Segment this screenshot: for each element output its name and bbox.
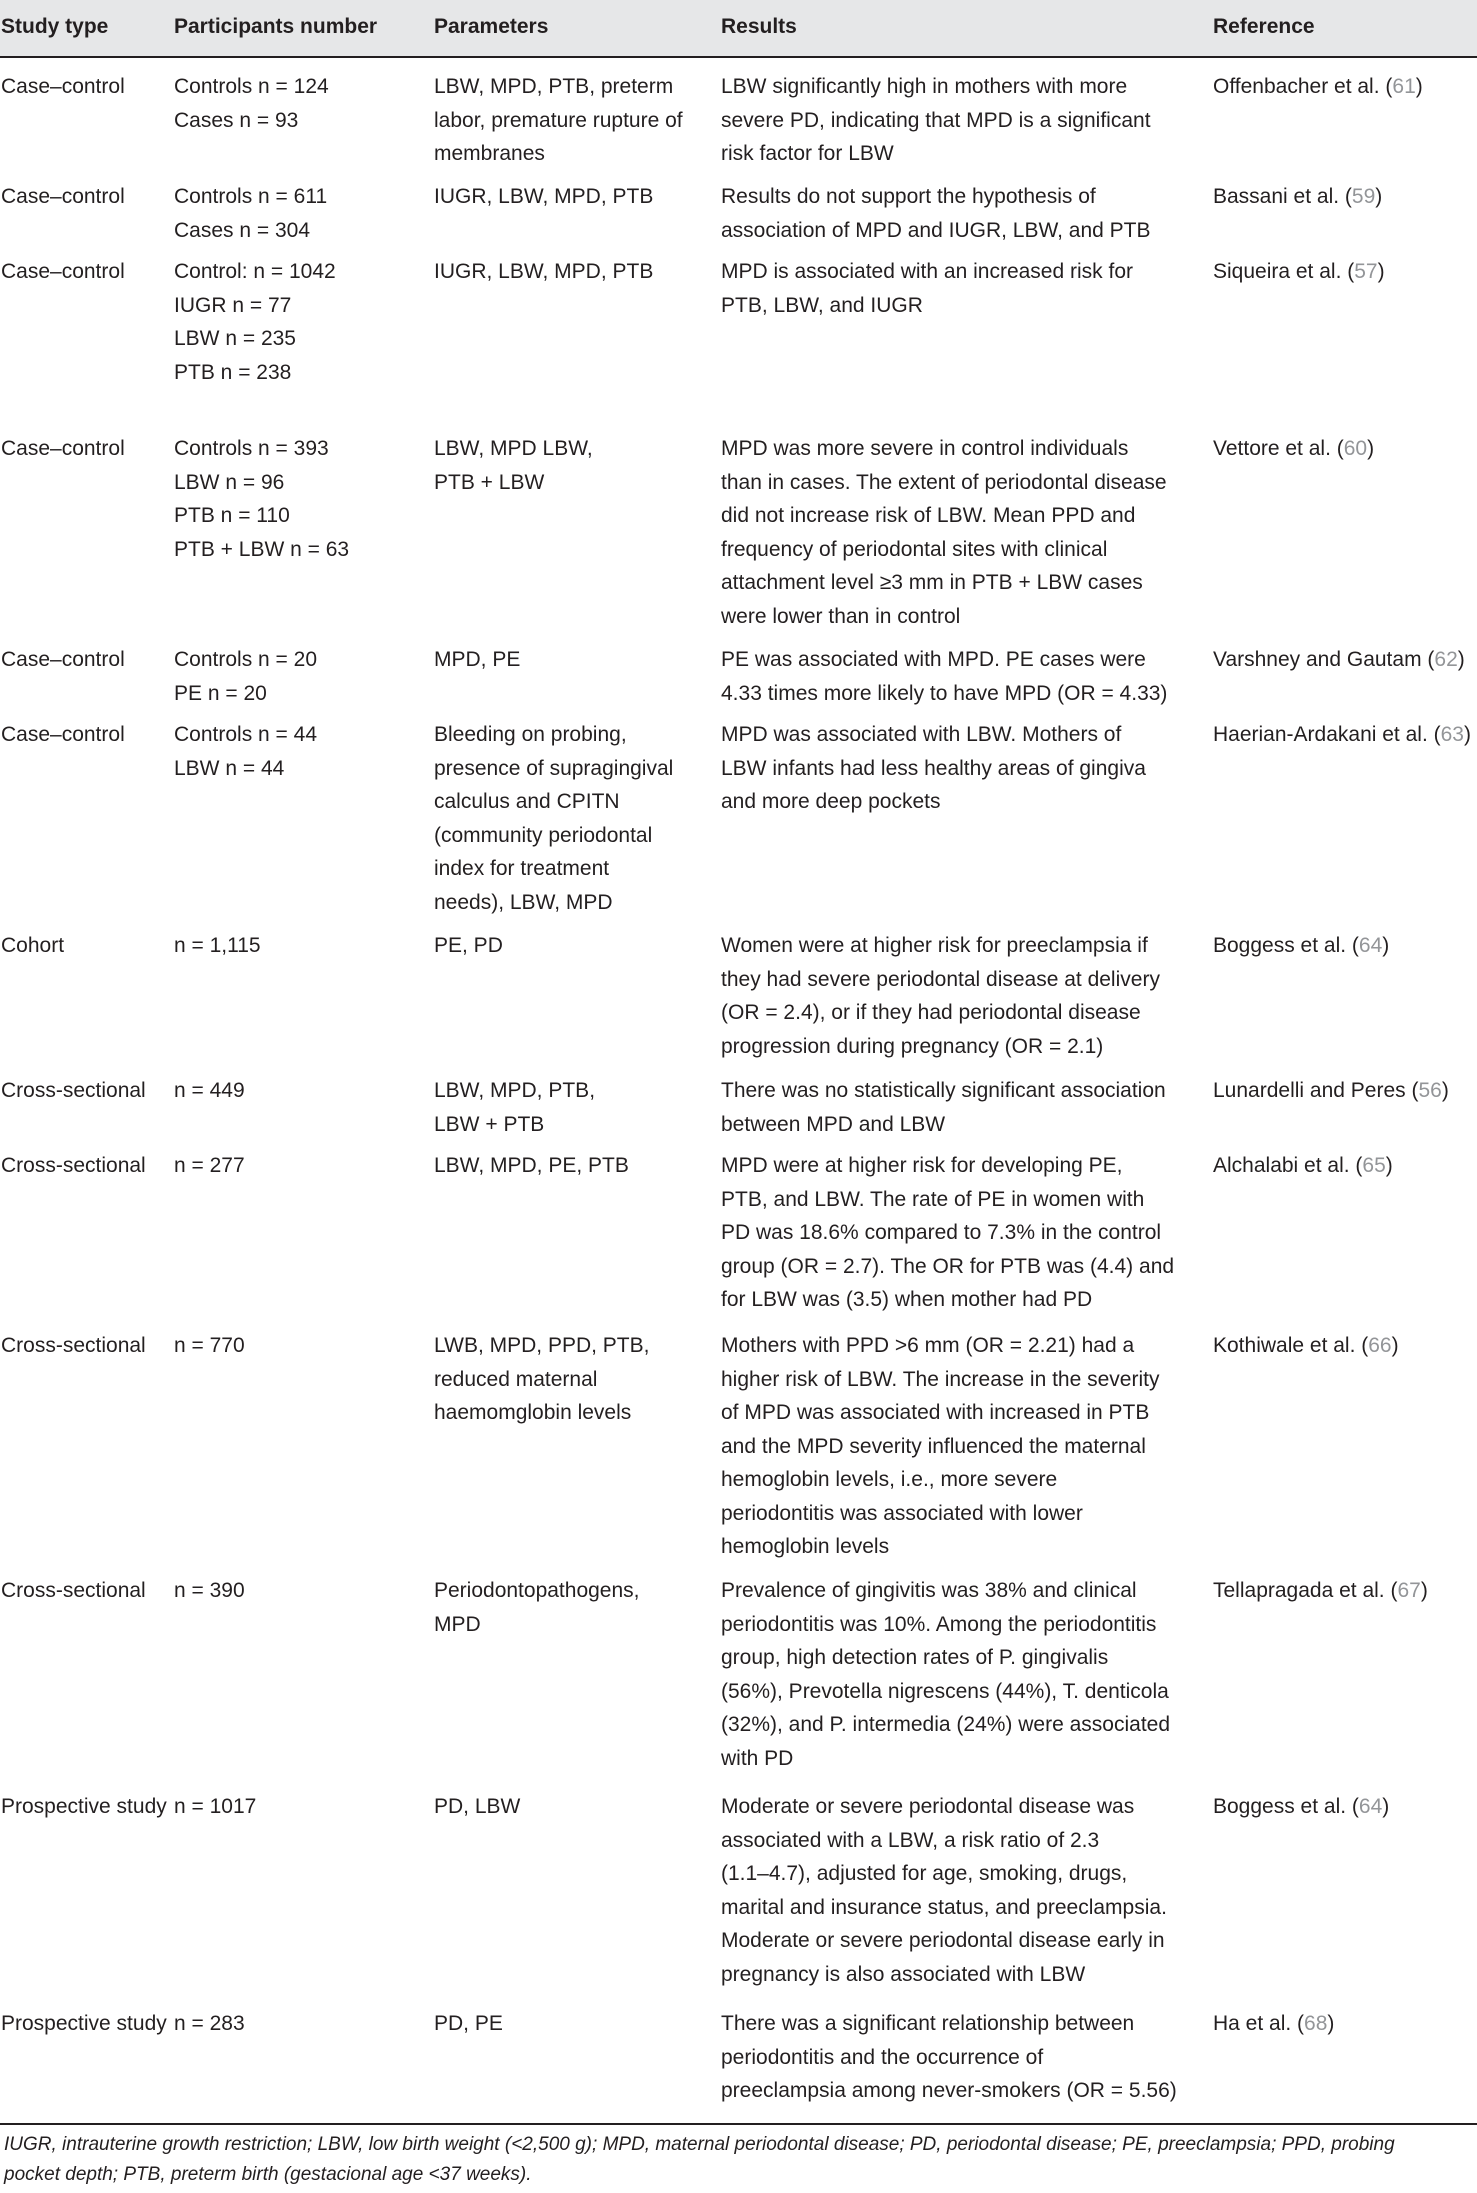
cell-study-type xyxy=(1,255,169,289)
reference-close-paren: ) xyxy=(1391,1334,1399,1357)
results-line: (32%), and P. intermedia (24%) were associated xyxy=(721,1713,1171,1736)
header-parameters: Parameters xyxy=(434,15,549,38)
cell-study-type xyxy=(1,432,169,466)
cell-participants xyxy=(174,432,429,566)
reference-author: Haerian-Ardakani et al. ( xyxy=(1213,723,1441,746)
results-line: MPD were at higher risk for developing PE, xyxy=(721,1154,1123,1177)
parameters-line: membranes xyxy=(434,142,545,165)
participants-line: Control: n = 1042 xyxy=(174,260,336,283)
cell-study-type xyxy=(1,2007,169,2041)
participants-line: PTB n = 238 xyxy=(174,360,292,384)
results-line: severe PD, indicating that MPD is a significant xyxy=(721,108,1151,132)
cell-study-type xyxy=(1,70,169,104)
cell-participants xyxy=(174,2007,429,2041)
reference-citation-link[interactable]: 61 xyxy=(1392,75,1416,98)
participants-line: n = 770 xyxy=(174,1334,245,1357)
participants-line: LBW n = 235 xyxy=(174,327,296,350)
cell-study-type xyxy=(1,180,169,214)
parameters-line: labor, premature rupture of xyxy=(434,108,683,132)
parameters-line: Periodontopathogens, xyxy=(434,1579,640,1602)
results-line: association of MPD and IUGR, LBW, and PTB xyxy=(721,218,1151,242)
cell-study-type xyxy=(1,929,169,963)
reference-text xyxy=(1213,70,1477,104)
results-line: There was no statistically significant association xyxy=(721,1079,1166,1102)
parameters-line: LBW, MPD LBW, xyxy=(434,437,593,460)
results-line: were lower than in control xyxy=(721,604,961,628)
reference-text xyxy=(1213,1149,1477,1183)
parameters-line: (community periodontal xyxy=(434,823,653,847)
cell-reference xyxy=(1213,70,1477,104)
parameters-line: LWB, MPD, PPD, PTB, xyxy=(434,1334,650,1357)
reference-text xyxy=(1213,1329,1477,1363)
reference-close-paren: ) xyxy=(1375,185,1383,208)
parameters-line: LBW, MPD, PTB, preterm xyxy=(434,75,674,98)
participants-line: IUGR n = 77 xyxy=(174,293,292,317)
cell-results xyxy=(721,180,1211,247)
participants-line: n = 277 xyxy=(174,1154,245,1177)
participants-line: Controls n = 20 xyxy=(174,648,318,671)
study-type-text: Case–control xyxy=(1,185,125,208)
results-line: for LBW was (3.5) when mother had PD xyxy=(721,1288,1093,1311)
results-line: group (OR = 2.7). The OR for PTB was (4.4) and xyxy=(721,1254,1175,1278)
cell-parameters xyxy=(434,255,714,289)
cell-results xyxy=(721,432,1211,633)
reference-close-paren: ) xyxy=(1367,437,1375,460)
results-line: PTB, and LBW. The rate of PE in women with xyxy=(721,1187,1145,1211)
parameters-line: needs), LBW, MPD xyxy=(434,890,613,914)
cell-results xyxy=(721,1574,1211,1775)
results-line: did not increase risk of LBW. Mean PPD and xyxy=(721,504,1136,527)
cell-study-type xyxy=(1,643,169,677)
results-line: PTB, LBW, and IUGR xyxy=(721,293,923,317)
cell-results xyxy=(721,70,1211,171)
cell-parameters xyxy=(434,643,714,677)
results-line: higher risk of LBW. The increase in the severity xyxy=(721,1367,1160,1391)
reference-close-paren: ) xyxy=(1382,1795,1390,1818)
reference-author: Bassani et al. ( xyxy=(1213,185,1352,208)
reference-close-paren: ) xyxy=(1441,1079,1449,1102)
header-results: Results xyxy=(721,15,797,38)
results-line: Mothers with PPD >6 mm (OR = 2.21) had a xyxy=(721,1334,1135,1357)
results-line: MPD was associated with LBW. Mothers of xyxy=(721,723,1122,746)
footnote-line: pocket depth; PTB, preterm birth (gestacional age <37 weeks). xyxy=(4,2164,532,2185)
reference-author: Boggess et al. ( xyxy=(1213,934,1359,957)
participants-line: Controls n = 44 xyxy=(174,723,318,746)
cell-participants xyxy=(174,70,429,137)
cell-parameters xyxy=(434,1574,714,1641)
cell-parameters xyxy=(434,1149,714,1183)
study-type-text: Cross-sectional xyxy=(1,1154,146,1177)
cell-study-type xyxy=(1,1574,169,1608)
results-line: hemoglobin levels, i.e., more severe xyxy=(721,1468,1058,1491)
results-line: they had severe periodontal disease at delivery xyxy=(721,967,1160,991)
participants-line: PE n = 20 xyxy=(174,681,267,705)
cell-participants xyxy=(174,643,429,710)
parameters-line: IUGR, LBW, MPD, PTB xyxy=(434,260,654,283)
cell-results xyxy=(721,1074,1211,1141)
reference-citation-link[interactable]: 62 xyxy=(1434,648,1458,671)
reference-close-paren: ) xyxy=(1415,75,1423,98)
results-line: Results do not support the hypothesis of xyxy=(721,185,1096,208)
reference-citation-link[interactable]: 67 xyxy=(1397,1579,1421,1602)
reference-citation-link[interactable]: 64 xyxy=(1358,1795,1383,1818)
results-line: 4.33 times more likely to have MPD (OR = 4.33) xyxy=(721,681,1168,705)
cell-parameters xyxy=(434,1790,714,1824)
study-type-text: Case–control xyxy=(1,648,125,671)
results-line: LBW infants had less healthy areas of gingiva xyxy=(721,756,1146,780)
participants-line: PTB + LBW n = 63 xyxy=(174,537,350,561)
cell-reference xyxy=(1213,432,1477,466)
cell-parameters xyxy=(434,2007,714,2041)
footer-rule xyxy=(0,2123,1477,2125)
parameters-line: LBW + PTB xyxy=(434,1112,545,1136)
reference-citation-link[interactable]: 63 xyxy=(1440,723,1464,746)
cell-results xyxy=(721,2007,1211,2108)
cell-parameters xyxy=(434,718,714,919)
cell-study-type xyxy=(1,1074,169,1108)
reference-text xyxy=(1213,643,1477,677)
parameters-line: MPD xyxy=(434,1612,481,1636)
results-line: (1.1–4.7), adjusted for age, smoking, drugs, xyxy=(721,1862,1128,1885)
reference-citation-link[interactable]: 64 xyxy=(1358,934,1383,957)
results-line: progression during pregnancy (OR = 2.1) xyxy=(721,1034,1104,1058)
reference-citation-link[interactable]: 60 xyxy=(1343,437,1368,460)
reference-close-paren: ) xyxy=(1327,2012,1335,2035)
results-line: Women were at higher risk for preeclampsia if xyxy=(721,934,1148,957)
cell-results xyxy=(721,1790,1211,1991)
parameters-line: reduced maternal xyxy=(434,1367,598,1391)
cell-participants xyxy=(174,1329,429,1363)
reference-author: Offenbacher et al. ( xyxy=(1213,75,1393,98)
study-type-text: Case–control xyxy=(1,723,125,746)
cell-results xyxy=(721,255,1211,322)
parameters-line: PE, PD xyxy=(434,934,503,957)
cell-results xyxy=(721,1149,1211,1317)
parameters-line: haemomglobin levels xyxy=(434,1401,632,1424)
results-line: LBW significantly high in mothers with more xyxy=(721,75,1128,98)
cell-reference xyxy=(1213,255,1477,289)
cell-participants xyxy=(174,1574,429,1608)
cell-results xyxy=(721,1329,1211,1564)
cell-participants xyxy=(174,255,429,389)
participants-line: n = 449 xyxy=(174,1079,245,1102)
results-line: periodontitis and the occurrence of xyxy=(721,2045,1044,2069)
cell-reference xyxy=(1213,1790,1477,1824)
cell-parameters xyxy=(434,1329,714,1430)
reference-citation-link[interactable]: 57 xyxy=(1354,260,1378,283)
cell-reference xyxy=(1213,180,1477,214)
reference-author: Siqueira et al. ( xyxy=(1213,260,1355,283)
reference-author: Boggess et al. ( xyxy=(1213,1795,1359,1818)
reference-text xyxy=(1213,255,1477,289)
reference-text xyxy=(1213,1574,1477,1608)
results-line: PD was 18.6% compared to 7.3% in the control xyxy=(721,1221,1162,1244)
participants-line: Controls n = 124 xyxy=(174,75,329,98)
header-rule xyxy=(0,56,1477,58)
cell-parameters xyxy=(434,70,714,171)
reference-close-paren: ) xyxy=(1420,1579,1428,1602)
reference-citation-link[interactable]: 68 xyxy=(1304,2012,1328,2035)
reference-text xyxy=(1213,718,1477,752)
cell-parameters xyxy=(434,432,714,499)
study-type-text: Case–control xyxy=(1,437,125,460)
results-line: Moderate or severe periodontal disease early in xyxy=(721,1929,1165,1952)
parameters-line: PD, LBW xyxy=(434,1795,521,1818)
parameters-line: index for treatment xyxy=(434,857,610,880)
cell-reference xyxy=(1213,1074,1477,1108)
reference-text xyxy=(1213,929,1477,963)
cell-reference xyxy=(1213,2007,1477,2041)
cell-parameters xyxy=(434,180,714,214)
participants-line: n = 1017 xyxy=(174,1795,257,1818)
reference-citation-link[interactable]: 59 xyxy=(1351,185,1376,208)
study-type-text: Cross-sectional xyxy=(1,1079,146,1102)
results-line: periodontitis was 10%. Among the periodontitis xyxy=(721,1612,1157,1636)
cell-reference xyxy=(1213,929,1477,963)
reference-author: Alchalabi et al. ( xyxy=(1213,1154,1363,1177)
cell-participants xyxy=(174,180,429,247)
reference-author: Vettore et al. ( xyxy=(1213,437,1344,460)
results-line: attachment level ≥3 mm in PTB + LBW cases xyxy=(721,571,1143,594)
results-line: Prevalence of gingivitis was 38% and clinical xyxy=(721,1579,1137,1602)
results-line: and the MPD severity influenced the maternal xyxy=(721,1434,1146,1458)
reference-text xyxy=(1213,1790,1477,1824)
parameters-line: IUGR, LBW, MPD, PTB xyxy=(434,185,654,208)
reference-text xyxy=(1213,180,1477,214)
parameters-line: Bleeding on probing, xyxy=(434,723,627,746)
results-line: frequency of periodontal sites with clinical xyxy=(721,537,1108,561)
participants-line: LBW n = 96 xyxy=(174,470,285,494)
study-type-text: Prospective study xyxy=(1,1795,167,1818)
study-type-text: Cohort xyxy=(1,934,65,957)
reference-text xyxy=(1213,432,1477,466)
results-line: PE was associated with MPD. PE cases were xyxy=(721,648,1146,671)
results-line: There was a significant relationship between xyxy=(721,2012,1135,2035)
results-line: marital and insurance status, and preeclampsia. xyxy=(721,1895,1167,1919)
cell-results xyxy=(721,718,1211,819)
results-line: periodontitis was associated with lower xyxy=(721,1501,1083,1525)
reference-author: Ha et al. ( xyxy=(1213,2012,1305,2035)
results-line: group, high detection rates of P. gingivalis xyxy=(721,1646,1109,1669)
results-line: and more deep pockets xyxy=(721,790,941,813)
participants-line: n = 1,115 xyxy=(174,934,261,957)
results-line: between MPD and LBW xyxy=(721,1112,946,1136)
reference-close-paren: ) xyxy=(1385,1154,1393,1177)
header-participants-number: Participants number xyxy=(174,15,378,38)
reference-author: Tellapragada et al. ( xyxy=(1213,1579,1398,1602)
table-footnote xyxy=(4,2130,1474,2190)
parameters-line: calculus and CPITN xyxy=(434,790,620,813)
reference-citation-link[interactable]: 65 xyxy=(1362,1154,1386,1177)
results-line: risk factor for LBW xyxy=(721,142,894,165)
reference-author: Varshney and Gautam ( xyxy=(1213,648,1435,671)
study-type-text: Case–control xyxy=(1,260,125,283)
results-line: than in cases. The extent of periodontal disease xyxy=(721,470,1167,494)
cell-participants xyxy=(174,1149,429,1183)
cell-participants xyxy=(174,1074,429,1108)
results-line: preeclampsia among never-smokers (OR = 5.56) xyxy=(721,2079,1177,2102)
cell-participants xyxy=(174,929,429,963)
cell-parameters xyxy=(434,929,714,963)
reference-close-paren: ) xyxy=(1457,648,1465,671)
cell-parameters xyxy=(434,1074,714,1141)
parameters-line: PD, PE xyxy=(434,2012,503,2035)
cell-reference xyxy=(1213,718,1477,752)
participants-line: LBW n = 44 xyxy=(174,756,285,780)
reference-author: Kothiwale et al. ( xyxy=(1213,1334,1369,1357)
results-line: hemoglobin levels xyxy=(721,1535,890,1558)
study-type-text: Cross-sectional xyxy=(1,1579,146,1602)
reference-close-paren: ) xyxy=(1377,260,1385,283)
results-line: with PD xyxy=(721,1746,794,1770)
cell-study-type xyxy=(1,1790,169,1824)
cell-reference xyxy=(1213,1574,1477,1608)
participants-line: Cases n = 93 xyxy=(174,108,299,132)
results-line: MPD is associated with an increased risk for xyxy=(721,260,1133,283)
parameters-line: presence of supragingival xyxy=(434,756,674,780)
reference-citation-link[interactable]: 56 xyxy=(1418,1079,1442,1102)
results-line: MPD was more severe in control individuals xyxy=(721,437,1129,460)
cell-results xyxy=(721,643,1211,710)
results-line: Moderate or severe periodontal disease was xyxy=(721,1795,1135,1818)
cell-reference xyxy=(1213,1149,1477,1183)
cell-study-type xyxy=(1,718,169,752)
study-type-text: Cross-sectional xyxy=(1,1334,146,1357)
reference-close-paren: ) xyxy=(1463,723,1471,746)
cell-participants xyxy=(174,718,429,785)
cell-reference xyxy=(1213,643,1477,677)
reference-author: Lunardelli and Peres ( xyxy=(1213,1079,1419,1102)
reference-citation-link[interactable]: 66 xyxy=(1368,1334,1392,1357)
participants-line: Controls n = 393 xyxy=(174,437,329,460)
results-line: (OR = 2.4), or if they had periodontal disease xyxy=(721,1001,1141,1024)
study-type-text: Case–control xyxy=(1,75,125,98)
participants-line: n = 283 xyxy=(174,2012,245,2035)
reference-close-paren: ) xyxy=(1382,934,1390,957)
header-reference: Reference xyxy=(1213,15,1315,38)
study-type-text: Prospective study xyxy=(1,2012,167,2035)
parameters-line: PTB + LBW xyxy=(434,470,545,494)
header-study-type: Study type xyxy=(1,15,109,38)
results-line: (56%), Prevotella nigrescens (44%), T. denticola xyxy=(721,1679,1169,1703)
results-line: of MPD was associated with increased in PTB xyxy=(721,1401,1150,1424)
parameters-line: LBW, MPD, PE, PTB xyxy=(434,1154,629,1177)
results-line: associated with a LBW, a risk ratio of 2.3 xyxy=(721,1828,1100,1852)
results-line: pregnancy is also associated with LBW xyxy=(721,1962,1086,1986)
parameters-line: LBW, MPD, PTB, xyxy=(434,1079,596,1102)
reference-text xyxy=(1213,2007,1477,2041)
parameters-line: MPD, PE xyxy=(434,648,521,671)
cell-participants xyxy=(174,1790,429,1824)
participants-line: PTB n = 110 xyxy=(174,504,290,527)
cell-reference xyxy=(1213,1329,1477,1363)
reference-text xyxy=(1213,1074,1477,1108)
cell-study-type xyxy=(1,1149,169,1183)
participants-line: Controls n = 611 xyxy=(174,185,328,208)
participants-line: Cases n = 304 xyxy=(174,218,311,242)
participants-line: n = 390 xyxy=(174,1579,245,1602)
cell-study-type xyxy=(1,1329,169,1363)
cell-results xyxy=(721,929,1211,1063)
footnote-line: IUGR, intrauterine growth restriction; LBW, low birth weight (<2,500 g); MPD, maternal periodontal disease; PD, periodontal disease; PE, preeclampsia; PPD, probing xyxy=(4,2134,1395,2155)
